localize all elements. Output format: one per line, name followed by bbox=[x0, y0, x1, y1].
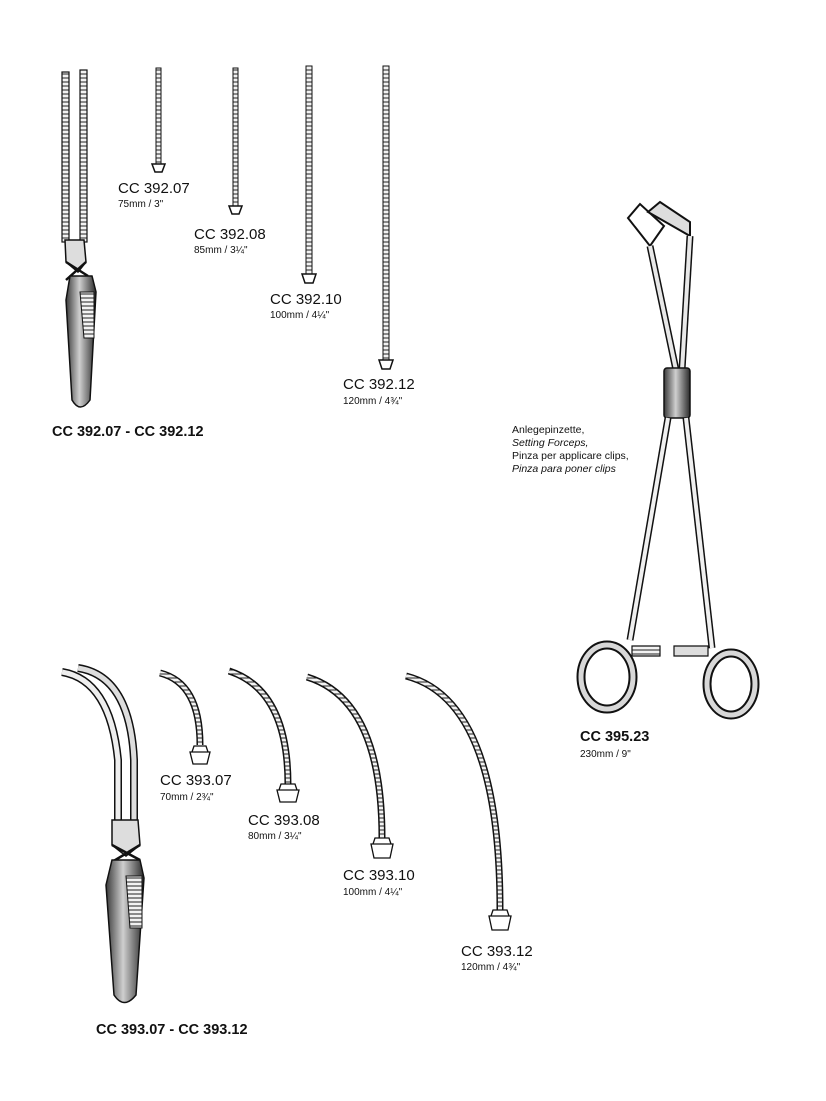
forceps-code: CC 395.23 bbox=[580, 729, 650, 745]
code-393-12: CC 393.12 bbox=[461, 943, 533, 960]
clip-393-08-drawing bbox=[229, 671, 299, 802]
forceps-size: 230mm / 9" bbox=[580, 749, 631, 760]
size-393-07: 70mm / 2¾" bbox=[160, 792, 214, 803]
size-392-08: 85mm / 3¼" bbox=[194, 245, 248, 256]
code-393-10: CC 393.10 bbox=[343, 867, 415, 884]
straight-applicator-forceps bbox=[62, 70, 96, 407]
code-393-07: CC 393.07 bbox=[160, 772, 232, 789]
code-393-08: CC 393.08 bbox=[248, 812, 320, 829]
group1-title: CC 392.07 - CC 392.12 bbox=[52, 424, 204, 440]
size-393-12: 120mm / 4¾" bbox=[461, 962, 521, 973]
clip-392-12-drawing bbox=[379, 66, 393, 369]
clip-392-08-drawing bbox=[229, 68, 242, 214]
size-392-10: 100mm / 4¼" bbox=[270, 310, 330, 321]
forceps-desc-de: Anlegepinzette, bbox=[512, 424, 585, 436]
size-393-08: 80mm / 3¼" bbox=[248, 831, 302, 842]
clip-392-10-drawing bbox=[302, 66, 316, 283]
clip-392-07-drawing bbox=[152, 68, 165, 172]
code-392-10: CC 392.10 bbox=[270, 291, 342, 308]
code-392-07: CC 392.07 bbox=[118, 180, 190, 197]
forceps-desc-en: Setting Forceps, bbox=[512, 437, 589, 449]
group2-title: CC 393.07 - CC 393.12 bbox=[96, 1022, 248, 1038]
size-392-07: 75mm / 3" bbox=[118, 199, 164, 210]
forceps-desc-it: Pinza per applicare clips, bbox=[512, 450, 629, 462]
size-393-10: 100mm / 4¼" bbox=[343, 887, 403, 898]
forceps-desc-es: Pinza para poner clips bbox=[512, 463, 616, 475]
clip-393-12-drawing bbox=[406, 676, 511, 930]
curved-applicator-forceps bbox=[62, 668, 144, 1003]
clip-393-07-drawing bbox=[160, 673, 210, 764]
size-392-12: 120mm / 4¾" bbox=[343, 396, 403, 407]
clip-393-10-drawing bbox=[307, 677, 393, 858]
code-392-12: CC 392.12 bbox=[343, 376, 415, 393]
code-392-08: CC 392.08 bbox=[194, 226, 266, 243]
